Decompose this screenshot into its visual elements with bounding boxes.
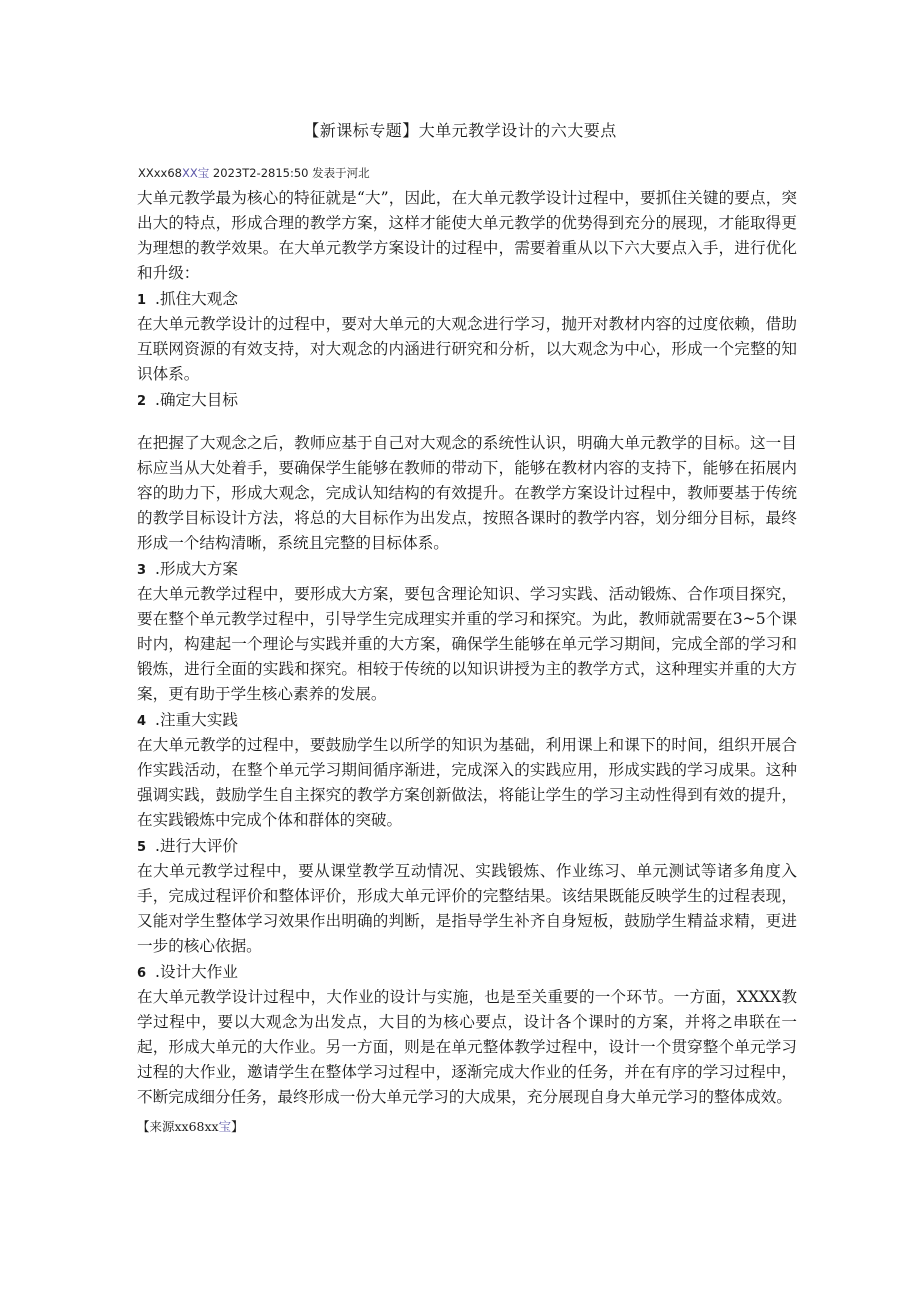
section-number: 6	[137, 966, 147, 981]
author-highlight[interactable]: XX宝	[182, 166, 210, 180]
section-title: .注重大实践	[155, 711, 238, 729]
page-title: 【新课标专题】大单元教学设计的六大要点	[303, 121, 617, 140]
section-paragraph: 在大单元教学过程中，要形成大方案，要包含理论知识、学习实践、活动锻炼、合作项目探究，要在整个单元教学过程中，引导学生完成理实并重的学习和探究。为此，教师就需要在3~5个课时内，构建起一个理论与实践并重的大方案，确保学生能够在单元学习期间，完成全部的学习和锻炼，进行全面的实践和探究。相较于传统的以知识讲授为主的教学方式，这种理实并重的大方案，更有助于学生核心素养的发展。	[137, 585, 797, 703]
publish-timestamp: 2023T2-2815:50	[209, 166, 313, 180]
article-body	[137, 186, 797, 1139]
author-prefix: XXxx68	[138, 166, 183, 180]
source-suffix: 】	[231, 1119, 244, 1134]
section-title: .进行大评价	[155, 837, 238, 855]
section-paragraph: 在大单元教学设计的过程中，要对大单元的大观念进行学习，抛开对教材内容的过度依赖，借助互联网资源的有效支持，对大观念的内涵进行研究和分析，以大观念为中心，形成一个完整的知识体系。	[137, 315, 797, 383]
source-highlight[interactable]: 宝	[218, 1119, 232, 1134]
section-title: .抓住大观念	[155, 290, 238, 308]
source-prefix: 【来源xx68xx	[137, 1119, 219, 1134]
section-heading	[137, 387, 797, 413]
intro-paragraph: 大单元教学最为核心的特征就是“大”，因此，在大单元教学设计过程中，要抓住关键的要点，突出大的特点，形成合理的教学方案，这样才能使大单元教学的优势得到充分的展现，才能取得更为理想的教学效果。在大单元教学方案设计的过程中，需要着重从以下六大要点入手，进行优化和升级：	[137, 189, 797, 282]
section-heading	[137, 833, 797, 859]
article-meta	[138, 165, 370, 181]
section-number: 5	[137, 840, 147, 855]
section-heading	[137, 707, 797, 733]
section-number: 3	[137, 563, 147, 578]
section-paragraph: 在大单元教学过程中，要从课堂教学互动情况、实践锻炼、作业练习、单元测试等诸多角度入手，完成过程评价和整体评价，形成大单元评价的完整结果。该结果既能反映学生的过程表现，又能对学生整体学习效果作出明确的判断，是指导学生补齐自身短板，鼓励学生精益求精，更进一步的核心依据。	[137, 862, 797, 955]
section-heading	[137, 959, 797, 985]
publish-location: 发表于河北	[312, 166, 370, 180]
section-title: .确定大目标	[155, 391, 238, 409]
section-title: .形成大方案	[155, 560, 238, 578]
section-title: .设计大作业	[155, 963, 238, 981]
section-number: 2	[137, 394, 147, 409]
section-heading	[137, 286, 797, 312]
section-number: 1	[137, 293, 147, 308]
section-heading	[137, 556, 797, 582]
section-paragraph: 在把握了大观念之后，教师应基于自己对大观念的系统性认识，明确大单元教学的目标。这一目标应当从大处着手，要确保学生能够在教师的带动下，能够在教材内容的支持下，能够在拓展内容的助力下，形成大观念，完成认知结构的有效提升。在教学方案设计过程中，教师要基于传统的教学目标设计方法，将总的大目标作为出发点，按照各课时的教学内容，划分细分目标，最终形成一个结构清晰，系统且完整的目标体系。	[137, 434, 797, 552]
section-paragraph: 在大单元教学的过程中，要鼓励学生以所学的知识为基础，利用课上和课下的时间，组织开展合作实践活动，在整个单元学习期间循序渐进，完成深入的实践应用，形成实践的学习成果。这种强调实践，鼓励学生自主探究的教学方案创新做法，将能让学生的学习主动性得到有效的提升，在实践锻炼中完成个体和群体的突破。	[137, 736, 797, 829]
spacer	[137, 413, 797, 431]
section-paragraph: 在大单元教学设计过程中，大作业的设计与实施，也是至关重要的一个环节。一方面，XXXX教学过程中，要以大观念为出发点，大目的为核心要点，设计各个课时的方案，并将之串联在一起，形成大单元的大作业。另一方面，则是在单元整体教学过程中，设计一个贯穿整个单元学习过程的大作业，邀请学生在整体学习过程中，逐渐完成大作业的任务，并在有序的学习过程中，不断完成细分任务，最终形成一份大单元学习的大成果，充分展现自身大单元学习的整体成效。	[137, 988, 797, 1106]
section-number: 4	[137, 714, 147, 729]
source-line	[137, 1114, 797, 1139]
